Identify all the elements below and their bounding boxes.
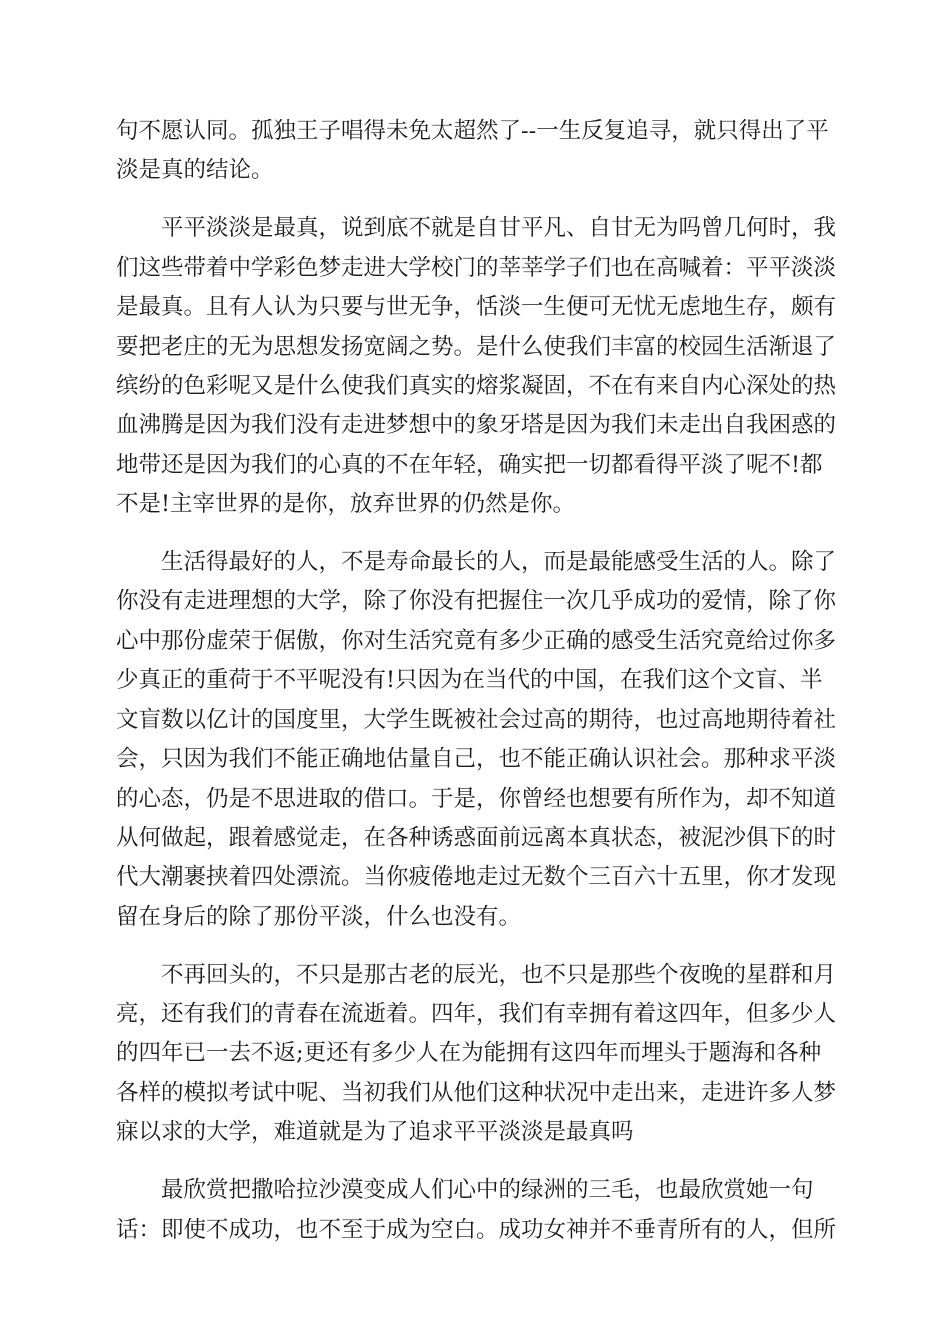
text-line: 你没有走进理想的大学，除了你没有把握住一次几乎成功的爱情，除了你 xyxy=(116,588,837,615)
paragraph-3 xyxy=(116,543,837,937)
text-line: 地带还是因为我们的心真的不在年轻，确实把一切都看得平淡了呢不!都 xyxy=(116,451,823,478)
text-line: 最欣赏把撒哈拉沙漠变成人们心中的绿洲的三毛，也最欣赏她一句 xyxy=(116,1177,814,1204)
text-line: 少真正的重荷于不平呢没有!只因为在当代的中国，在我们这个文盲、半 xyxy=(116,667,823,694)
text-line: 心中那份虚荣于倨傲，你对生活究竟有多少正确的感受生活究竟给过你多 xyxy=(116,627,837,654)
text-line: 代大潮裹挟着四处漂流。当你疲倦地走过无数个三百六十五里，你才发现 xyxy=(116,864,837,891)
text-line: 话：即使不成功，也不至于成为空白。成功女神并不垂青所有的人，但所 xyxy=(116,1216,837,1243)
text-line: 平平淡淡是最真，说到底不就是自甘平凡、自甘无为吗曾几何时，我 xyxy=(116,215,837,242)
text-line: 从何做起，跟着感觉走，在各种诱惑面前远离本真状态，被泥沙俱下的时 xyxy=(116,824,837,851)
text-line: 不是!主宰世界的是你，放弃世界的仍然是你。 xyxy=(116,491,576,518)
text-line: 们这些带着中学彩色梦走进大学校门的莘莘学子们也在高喊着：平平淡淡 xyxy=(116,254,837,281)
text-line: 要把老庄的无为思想发扬宽阔之势。是什么使我们丰富的校园生活渐退了 xyxy=(116,333,837,360)
text-line: 的心态，仍是不思进取的借口。于是，你曾经也想要有所作为，却不知道 xyxy=(116,785,837,812)
text-line: 生活得最好的人，不是寿命最长的人，而是最能感受生活的人。除了 xyxy=(116,549,837,576)
text-line: 的四年已一去不返;更还有多少人在为能拥有这四年而埋头于题海和各种 xyxy=(116,1040,822,1067)
paragraph-5 xyxy=(116,1171,837,1250)
text-line: 各样的模拟考试中呢、当初我们从他们这种状况中走出来，走进许多人梦 xyxy=(116,1079,837,1106)
text-line: 是最真。且有人认为只要与世无争，恬淡一生便可无忧无虑地生存，颇有 xyxy=(116,294,837,321)
text-line: 不再回头的，不只是那古老的辰光，也不只是那些个夜晚的星群和月 xyxy=(116,961,837,988)
body-text xyxy=(116,112,837,1268)
text-line: 淡是真的结论。 xyxy=(116,157,274,184)
text-line: 会，只因为我们不能正确地估量自己，也不能正确认识社会。那种求平淡 xyxy=(116,746,837,773)
text-line: 缤纷的色彩呢又是什么使我们真实的熔浆凝固，不在有来自内心深处的热 xyxy=(116,372,837,399)
text-line: 血沸腾是因为我们没有走进梦想中的象牙塔是因为我们未走出自我困惑的 xyxy=(116,412,837,439)
paragraph-4 xyxy=(116,956,837,1153)
text-line: 亮，还有我们的青春在流逝着。四年，我们有幸拥有着这四年，但多少人 xyxy=(116,1001,837,1028)
text-line: 句不愿认同。孤独王子唱得未免太超然了--一生反复追寻，就只得出了平 xyxy=(116,118,829,144)
text-line: 文盲数以亿计的国度里，大学生既被社会过高的期待，也过高地期待着社 xyxy=(116,706,837,733)
text-line: 留在身后的除了那份平淡，什么也没有。 xyxy=(116,903,522,930)
paragraph-1 xyxy=(116,112,832,191)
text-line: 寐以求的大学，难道就是为了追求平平淡淡是最真吗 xyxy=(116,1119,634,1146)
paragraph-2 xyxy=(116,209,837,524)
